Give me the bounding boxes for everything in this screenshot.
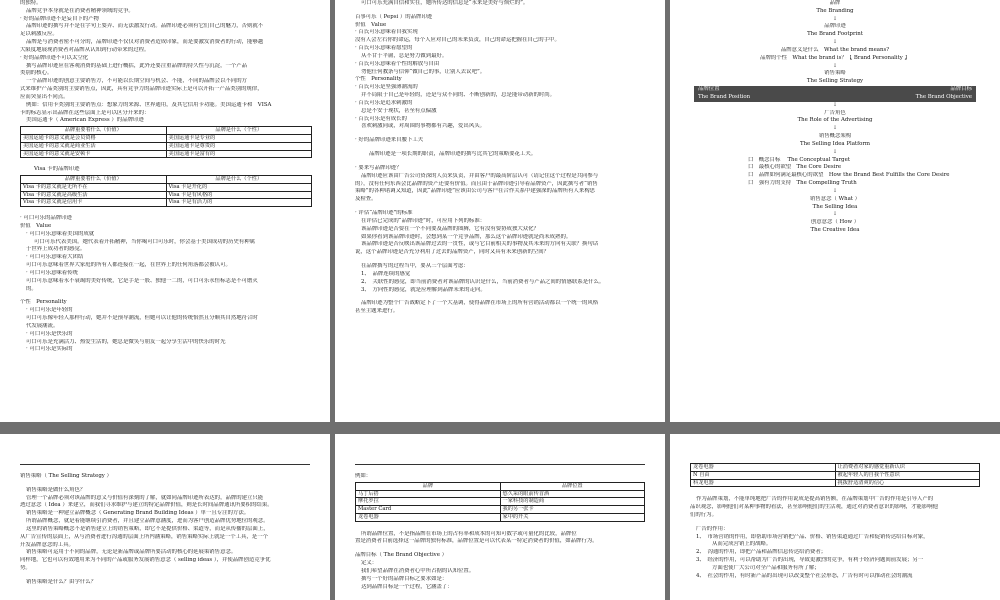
text-line: 势。 [20,565,31,572]
text-line: 定义： [361,560,378,567]
text-line: 该品牌印迹是否反映出该品牌过去的一贯性，或与它目前相关的事物及其未来的方向有关联？换句话 [361,241,599,248]
text-line: 百事可乐（ Pepsi ）的品牌印迹 [355,13,433,20]
text-line: · 可口可乐是快乐的 [26,330,73,337]
table-cell: Master Card [356,506,501,514]
diagram-label: 口 强有力的支持 The Compelling Truth [748,180,857,187]
page-1-text-block-b [20,215,312,354]
text-line: 品牌目标（ The Brand Objective ） [355,552,448,559]
text-line: 撰写品牌印迹应在客观消费的基础上进行概括，此外还要注重品牌的持久性与沉淀，一个产品 [26,62,248,69]
text-line: 可口可乐意味着世界大家庭的所有人都连接在一起，在世界上的任何角落都会被认可。 [26,262,231,269]
page-1-text-block-a [20,0,312,125]
table-header: 品牌重要着什么（价值） [21,176,167,184]
table-header: 品牌是什么（个性） [166,176,312,184]
diagram-label: The Selling Idea Platform [799,140,871,147]
down-arrow-icon: ↓ [832,211,838,218]
table-header: 品牌位置 [500,482,645,490]
brand-position-table [355,482,645,522]
table-cell: Visa 卡的意义就是无所不在 [21,183,167,191]
text-line: · 百氏可乐是有成长的 [355,115,407,122]
text-line: · 好的品牌印迹不是妄自下的产物 [20,15,99,22]
table-cell: N 自由 [691,471,836,479]
text-line: 卡的标志显示出品牌在这些层面上是可以区分开来的： [20,109,150,116]
text-line: · 百氏可乐意味着自我实现 [355,29,418,36]
page-2-text-block [355,0,645,316]
strip-label: The Brand Objective [915,93,972,100]
text-line: 品牌是与消费者密不可分的，品牌印迹不仅仅对消费者造成印象，而是要激发消费者的行动，能够越 [26,39,264,46]
diagram-strip-cn [694,86,976,94]
text-line: 个性 Personality [355,76,402,83]
text-line: 总是不安于现状，甚至有点偏激 [361,107,437,114]
text-line: 可口可乐代表美国。她代表着开拓精神，当你喝可口可乐时，你会基于美国成功的历史有种属 [34,238,256,245]
text-line: 在评估已完成的“品牌印迹”时，可应用下列的标准： [361,217,486,224]
diagram-label: 品牌印迹 [824,23,846,30]
table-cell: 家中的开关 [500,513,645,521]
page-rule [355,464,645,465]
table-row [21,191,312,199]
text-line: 从不甘于平庸，总是努力做到最好。 [361,52,448,59]
text-line: · 可口可乐的品牌印迹 [20,215,72,222]
text-line: 足以刺激反应。 [20,31,58,38]
text-line: 4、 社会的作用，有时新产品的出现可以改变整个社会形态，广告有时可以推动社会的潮流 [696,572,913,579]
diagram-label: The Selling Strategy [806,78,864,85]
table-cell: 被起年轻人的自我个性意识 [835,471,980,479]
down-arrow-icon: ↓ [832,101,838,108]
text-line: 从而完成营销上的战略。 [712,541,772,548]
table-cell: 龙卷电器 [691,464,836,472]
text-line: 品牌竞争本身就是在消费者精神领域的竞争。 [26,7,134,14]
diagram-label: 品牌的个性 What the brand is？【 Brand Personality 】 [760,54,910,61]
visa-footprint-title: Visa 卡的品牌印迹 [34,166,80,173]
text-line: 品牌印迹的撰写并不是在字句上耍弄、而无法激发行动。品牌印迹必须有它们自己的魅力，否则就不 [26,23,264,30]
text-line: 达到品牌目标是一个过程，它涵盖了： [361,583,453,590]
table-header: 品牌重要着什么（价值） [21,127,167,135]
text-line: 开发品牌意念的工具。 [20,541,74,548]
table-cell: 摩托罗拉 [356,498,501,506]
text-line: 置是消费者目前选择这一品牌的独有标准，品牌位置是可以代表某一特定消费者的价值，如品牌行为。 [355,538,598,545]
text-line: 例如：信用卡类别的主要销售点：想象力的来源、世界通用，及其它信用卡功能。美国运通卡和 VISA [26,101,272,108]
text-line: 甚至主题来进行。 [355,308,399,315]
table-cell: Visa 卡是开化的 [166,183,312,191]
text-line: 个性 Personality [20,299,67,306]
document-page-6 [670,434,1000,600]
text-line: 2、 沟通的作用，即把产品和品牌信息传达给消费者； [696,549,827,556]
diagram-label: The Branding [816,7,854,14]
diagram-label: The Selling Idea [812,203,858,210]
text-line: 从广告宣传的层面上，从与消费者进行沟通的层面上所内涵策略，销售策略实际上就是一个工具，是一个 [20,533,268,540]
text-line: 所谓品牌位置，不是指品牌在市场上的占有率和成本的可知可数字或可量化的比较，品牌位 [361,530,577,537]
table-cell: 龙卷电器 [356,513,501,521]
text-line: 大限度地展现消费者对品牌从认知到行动带来的过程。 [20,46,150,53]
table-cell: 让消费者对家的感觉重新认识 [835,464,980,472]
document-page-3 [670,0,1000,422]
diagram-label: 销售概念架构 [818,133,852,140]
page-6-text-block [690,490,980,580]
text-line: 及检查。 [355,196,377,203]
amex-footprint-table [20,126,312,158]
table-header: 品牌是什么（个性） [166,127,312,135]
diagram-label: 口 品牌如何满足最核心的欲望 How the Brand Best Fulfills the Core Desire [748,172,950,179]
text-line: 在品牌撰写的过程当中，要从三个层面考虑： [361,263,469,270]
table-cell: Visa 卡是有活力的 [166,199,312,207]
diagram-top [688,0,982,86]
table-header: 品牌 [356,482,501,490]
page-4-text-block [20,473,310,587]
text-line: 可口可乐像年轻人那样行动，她并不是预导潮流，但她可以让他的传统怡然且分顺其自然地符合时 [26,315,258,322]
table-cell: 美国运通卡是尊贵的 [166,142,312,150]
document-page-2 [335,0,665,422]
table-cell: 美国运通卡是富有的 [166,150,312,158]
text-line: 1、 品牌连续的感觉 [361,270,411,277]
text-line: · 好的品牌印迹不可以太空化 [20,54,89,61]
table-cell: 美国运通卡的意义就是会员资格 [21,135,167,143]
diagram-label: 销售意念（ What ） [809,195,861,202]
text-line: · 可口可乐是实际的 [26,346,73,353]
text-line: 销售策略（ The Selling Strategy ） [20,473,112,479]
text-line: · 可口可乐是年轻的 [26,307,73,314]
diagram-label: The Creative Idea [810,227,860,234]
text-line: 2、 关联性的感觉，即当前消费者对该品牌的认识是什么，当前消费者与产品之间的情感联系是什么。 [361,278,605,285]
diagram-label: 口 最核心的欲望 The Core Desire [748,164,842,171]
table-cell: 科龙电器 [691,479,836,487]
text-line: · 百氏可乐意味着个性的解放与自由 [355,60,440,67]
text-line: 没有人会左右你的命运，每个人应对自己的未来负责，自己的命运把握在自己的手中。 [355,37,560,44]
text-line: 一个品牌印迹的创意主要销售方，不可能以长期空间与机会、不能，不同的品牌会以不同的方 [26,78,248,85]
visa-footprint-table [20,175,312,207]
text-line: 并不局限于自己是年轻的，还是与众不同的、不断创新的，总是能带动新的时尚。 [361,92,556,99]
text-line: 管理一个品牌必须对该品牌的意义与价值有深刻的了解，就如同品牌印迹所表达的，品牌的建立只能 [26,494,264,501]
table-cell: 马丁后搭 [356,490,501,498]
diagram-label: The Brand Footprint [807,31,863,38]
document-page-5 [335,434,665,600]
text-line: · 百氏可乐是追求刺激的 [355,99,413,106]
text-line: 品牌印迹为整个广告战略定下了一个大基调，使得品牌在市场上的所有营销活动都以一个统一的风格 [361,300,599,307]
text-line: 销售策略是做什么角色？ [26,486,86,493]
text-line: 这里的销售策略概念不是销售建立上的销售策略，即它不是提供价格、渠道等，而是从传播的层面上， [26,525,269,532]
text-line: 们的行为。 [690,511,717,518]
text-line: 作为品牌策划，不能单纯地把广告的作用说成是提高销售额，在品牌策划中广告的作用是引导人产的 [696,496,934,503]
strip-label: 品牌位置 [698,86,720,93]
table-row [691,471,980,479]
strip-label: The Brand Position [698,93,751,100]
table-cell: Visa 卡是有风格的 [166,191,312,199]
text-line: 的），没有任何东西会比品牌的资产还要有价值。而且由于品牌印迹引导着品牌资产，因此撰写者“销售 [355,180,598,187]
page-rule [20,464,310,465]
table-cell: 我的另一张卡 [500,506,645,514]
brand-objective-table [690,463,980,487]
text-line: 透过意念（ Idea ）来建立，而我们寻求维护与建立的特定品牌价值，则是长时间品牌通讯所要积的结果。 [20,502,273,509]
text-line: 应而突显出不同点。 [20,93,69,100]
table-row [21,199,312,207]
text-line: 撰写一个好的品牌目标之要求如是： [361,575,448,582]
table-row [356,498,645,506]
text-line: 可口可乐是充满活力、热爱生活的，她总是微笑与朋友一起分享生活中的快乐的时光 [26,338,226,345]
down-arrow-icon: ↓ [832,187,838,194]
text-line: 策略”的各种诸调又知道，因此“品牌印迹”应该由公司与客户在合作关系中建强深的品牌所有人来构思 [355,188,596,195]
text-line: · 百氏可乐是坚强薄潮流的 [355,84,418,91]
strip-label: 品牌目标 [950,86,972,93]
table-cell: Visa 卡的意义就是高级生活 [21,191,167,199]
text-line: · 百氏可乐意味着愿望的 [355,45,413,52]
text-line: 广告的作用： [696,525,729,532]
table-row [21,150,312,158]
table-cell: 美国运通卡的意义就是安顿卡 [21,150,167,158]
down-arrow-icon: ↓ [832,39,838,46]
text-line: 销售策略是一种建立品牌概念（ Generating Brand Building Ideas ）单一且专注的方法。 [26,510,250,517]
text-line: 品牌印迹应该由广告公司资深的人员来负责，并由客户的最高阶层认可（请记住这个过程是共同参与 [361,172,599,179]
text-line: 销售策略可运用于不同的品牌，无论是新品牌或品牌所要活动的核心的延展策销售意念。 [26,549,237,556]
text-line: · 好的品牌印迹来自腰下工夫 [355,137,424,144]
table-row [21,135,312,143]
text-line: 品识观念，影响他们对某种事物的看法，甚至影响他们的生活观，通过对消费者意识的影响，才能影响他 [690,504,938,511]
table-row [691,464,980,472]
down-arrow-icon: ↓ [832,148,838,155]
down-arrow-icon: ↓ [832,125,838,132]
text-line: 同样地，它也可以有效地用来为不同的产品或服务发展销售意念（ selling ideas ），并使品牌创造竞争优 [20,557,271,564]
table-row [21,142,312,150]
text-line: · 要来写品牌印迹？ [355,164,402,171]
diagram-label: 口 概念目标 The Conceptual Target [748,156,850,163]
brand-strategy-diagram [688,0,982,235]
text-line: 3、 经济的作用，可以帮助为广告的出现，导致更激烈的竞争，有利于经济问题间前发展；另一 [696,557,924,564]
table-cell: 挑拨舒适清爽的信心 [835,479,980,487]
text-line: · 可口可乐意味着美国的成就 [26,230,95,237]
document-page-1 [0,0,330,422]
diagram-label: The Role of the Advertising [797,117,873,124]
down-arrow-icon: ↓ [832,62,838,69]
table-cell: Visa 卡的意义就是信用卡 [21,199,167,207]
diagram-list [688,157,982,188]
text-line: 代发展潮流。 [26,322,59,329]
text-line: · 可口可乐意味着传统 [26,269,78,276]
diagram-label: 品牌 [829,0,841,6]
text-line: 类别的核心。 [20,70,53,77]
down-arrow-icon: ↓ [832,15,838,22]
text-line: 式来维护产品类别的主要销售点，因此，具有竞争力的品牌印迹实际上是可以开拓一产品类别的规律， [20,86,263,93]
table-row [356,506,645,514]
diagram-label: 创意意念（ How ） [810,219,860,226]
diagram-strip-en [694,94,976,102]
table-row [21,183,312,191]
text-line: 3、 方向性的感觉，就是应理解到品牌未来的走向。 [361,286,486,293]
text-line: 价值 Value [20,222,52,229]
text-line: 可口可乐意味着永不衰竭的美好传统，它是手是一股、独他一二的，可口可乐永恒标志是不可磨灭 [26,277,258,284]
table-row [356,513,645,521]
diagram-label: 品牌意义是什么 What the brand means? [780,46,890,53]
page-5-text-block [355,525,645,592]
table-row [691,479,980,487]
text-line: 于世界上成功者的感觉。 [26,246,86,253]
text-line: 勿他任何教条与信仰“做自己的事，让别人去议吧”。 [361,68,486,75]
text-line: 美国运通卡（ American Express ）的品牌印迹 [26,117,144,124]
table-cell: 悠久采的眼前传首酒 [500,490,645,498]
text-line: 如果你看到该品牌印迹时，会想到某一个竞争品牌，那么这个品牌印迹就是尚未成熟的。 [361,233,572,240]
text-line: 的独特。 [20,0,42,6]
table-row [356,490,645,498]
table-cell: 一家科技的制造商 [500,498,645,506]
table-cell: 美国运通卡是专业的 [166,135,312,143]
text-line: 可口可乐充满自信和实在，她所传达的信息是“永来是美好与烦烂的”。 [361,0,529,6]
text-line: 所谓品牌概念，就是着能继续引消费者，并且建立品牌意涵度，进而为客户创造品牌优势地位的观念。 [26,518,269,525]
text-line: 方面也使广大公司对全产品和服务有所了解； [712,564,820,571]
text-line: 品牌印迹是一项长期的职责，品牌印迹的撰写比其它的策略要花工夫。 [369,151,537,158]
text-line: 喜欢刺激同或，对周围的事物都有兴趣，爱出风头。 [361,123,485,130]
table-cell: 美国运通卡的意义就是商业生活 [21,142,167,150]
text-line: 的。 [26,285,37,292]
example-intro: 例如： [355,473,372,479]
text-line: 我们希望品牌在消费者心中所占据的认知位置。 [361,567,475,574]
document-page-4 [0,434,330,600]
text-line: 销售策略是什么？由学什么？ [26,578,97,585]
text-line: 该品牌印迹是否要在一个不同要及品牌的图腾，它有没有要协成独大众化？ [361,225,539,232]
text-line: · 可口可乐意味着大团结 [26,254,84,261]
text-line: 价值 Value [355,21,387,28]
diagram-middle [688,102,982,157]
diagram-label: 广告角色 [824,109,846,116]
diagram-bottom [688,188,982,235]
diagram-label: 销售策略 [824,70,846,77]
text-line: 说，这个品牌印迹是否充分利用了过去的品牌资产，同时又具有未来创新的空间？ [355,249,550,256]
text-line: 1、 市场营销的作用，即帮助市场营销把产品、价格、销售渠道通过广告和促销传达给目标对象， [696,533,929,540]
text-line: · 评估“品牌印迹”的标准 [355,210,413,217]
